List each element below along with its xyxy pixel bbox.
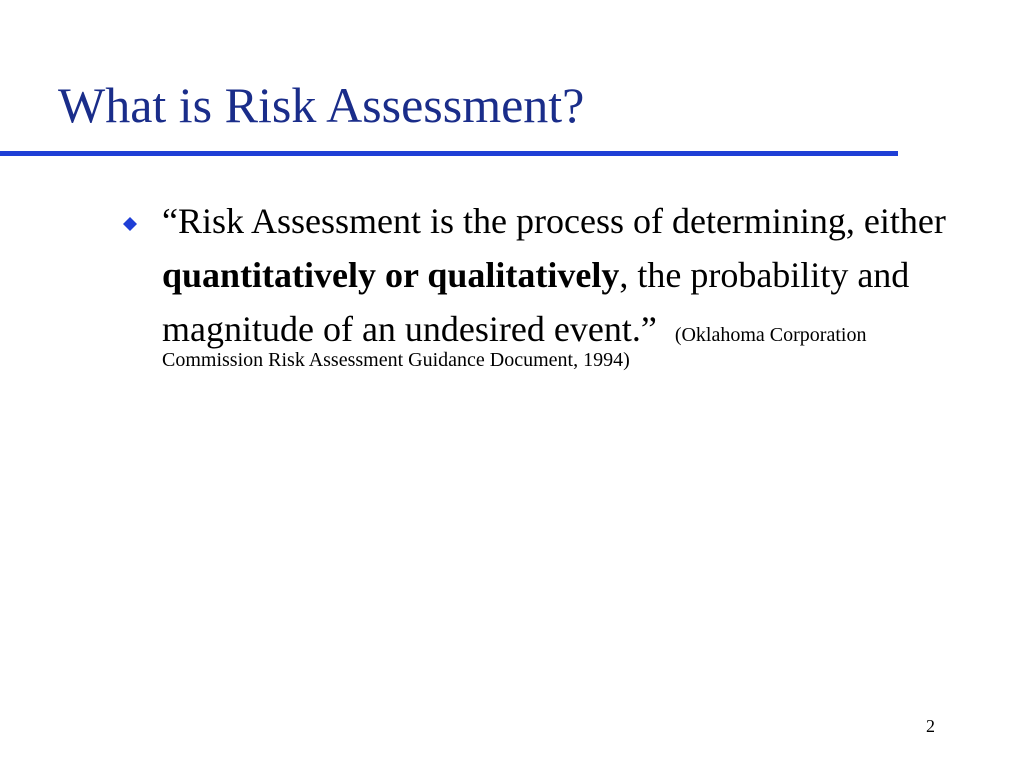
title-underline xyxy=(0,151,898,156)
bullet-text xyxy=(162,194,962,372)
definition-emphasis: quantitatively or qualitatively xyxy=(162,255,620,295)
definition-text-end: , the probability and magnitude of an undesired event.” xyxy=(162,255,910,349)
diamond-bullet-icon xyxy=(123,217,137,231)
slide-title: What is Risk Assessment? xyxy=(58,77,585,133)
citation-line-2: Commission Risk Assessment Guidance Document, 1994) xyxy=(162,349,630,371)
page-number: 2 xyxy=(926,716,935,736)
definition-text-start: “Risk Assessment is the process of determining, either xyxy=(162,201,946,241)
citation-line-1: (Oklahoma Corporation xyxy=(674,324,867,346)
